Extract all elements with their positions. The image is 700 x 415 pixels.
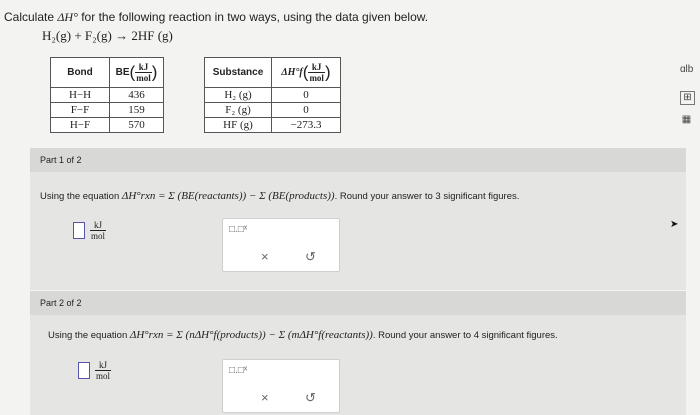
part-1-equation: ΔH°rxn = Σ (BE(reactants)) − Σ (BE(products)) [121,190,335,202]
be-label: BE [115,67,130,79]
clear-button[interactable]: × [261,249,269,264]
table-cell-value: 0 [272,103,341,118]
table-cell-value: −273.3 [272,118,341,133]
table-cell-bond: F−F [51,103,110,118]
part-2-unit: $\frac{kJ}{\text{mol}}$ [96,360,111,381]
table-cell-be: 159 [110,103,164,118]
part-2-toolbox [222,359,340,413]
part-1-answer [73,220,106,241]
calculator-icon[interactable]: ⊞ [680,91,695,105]
prompt-text-before: Calculate [4,10,58,24]
table-cell-bond: H−H [51,88,110,103]
part-1-toolbox [222,218,340,272]
part-1-body [30,172,686,290]
col-header-bond: Bond [51,58,110,88]
table-cell-substance: H₂ (g) [205,88,272,103]
undo-button[interactable]: ↺ [305,390,316,405]
table-cell-be: 570 [110,118,164,133]
part-1-header: Part 1 of 2 [30,148,686,172]
col-header-substance: Substance [205,58,272,88]
part-2-header: Part 2 of 2 [30,291,686,315]
table-cell-bond: H−F [51,118,110,133]
periodic-table-icon[interactable]: ▦ [681,114,692,125]
col-header-dhf: ΔH°f( $\frac{kJ}{\text{mol}}$ ) [272,58,341,88]
part-2-instruction-suffix: . Round your answer to 4 significant figures. [372,330,558,341]
scientific-notation-button[interactable]: □.□ˣ [229,365,248,376]
table-cell-value: 0 [272,88,341,103]
dhf-unit: $\frac{kJ}{\text{mol}}$ [309,62,324,83]
reaction-equation: H₂(g) + F₂(g) → 2HF (g) [42,28,173,43]
data-icon[interactable]: ɑlb [680,64,694,75]
part-1-instruction [40,190,519,202]
bond-energy-table [50,57,164,133]
part-1-unit: $\frac{kJ}{\text{mol}}$ [91,220,106,241]
question-prompt [4,10,428,25]
part-1-answer-input[interactable] [73,222,85,239]
mouse-cursor-icon: ➤ [670,219,679,230]
scientific-notation-button[interactable]: □.□ˣ [229,224,248,235]
part-2-equation: ΔH°rxn = Σ (nΔH°f(products)) − Σ (mΔH°f(reactants)) [129,329,373,341]
dhf-label: ΔH°f [281,67,303,79]
table-cell-substance: HF (g) [205,118,272,133]
part-2-answer-input[interactable] [78,362,90,379]
delta-h-symbol: ΔH° [57,10,78,24]
undo-button[interactable]: ↺ [305,249,316,264]
enthalpy-table [204,57,341,133]
clear-button[interactable]: × [261,390,269,405]
table-cell-be: 436 [110,88,164,103]
part-2-body [30,315,686,415]
part-2-answer [78,360,111,381]
part-1-instruction-prefix: Using the equation [40,191,122,202]
part-2-instruction [48,329,558,341]
table-cell-substance: F₂ (g) [205,103,272,118]
prompt-text-after: for the following reaction in two ways, using the data given below. [77,10,429,24]
be-unit: $\frac{kJ}{\text{mol}}$ [136,62,151,83]
part-2-instruction-prefix: Using the equation [48,330,130,341]
part-1-instruction-suffix: . Round your answer to 3 significant figures. [334,191,520,202]
col-header-be: BE( $\frac{kJ}{\text{mol}}$ ) [110,58,164,88]
